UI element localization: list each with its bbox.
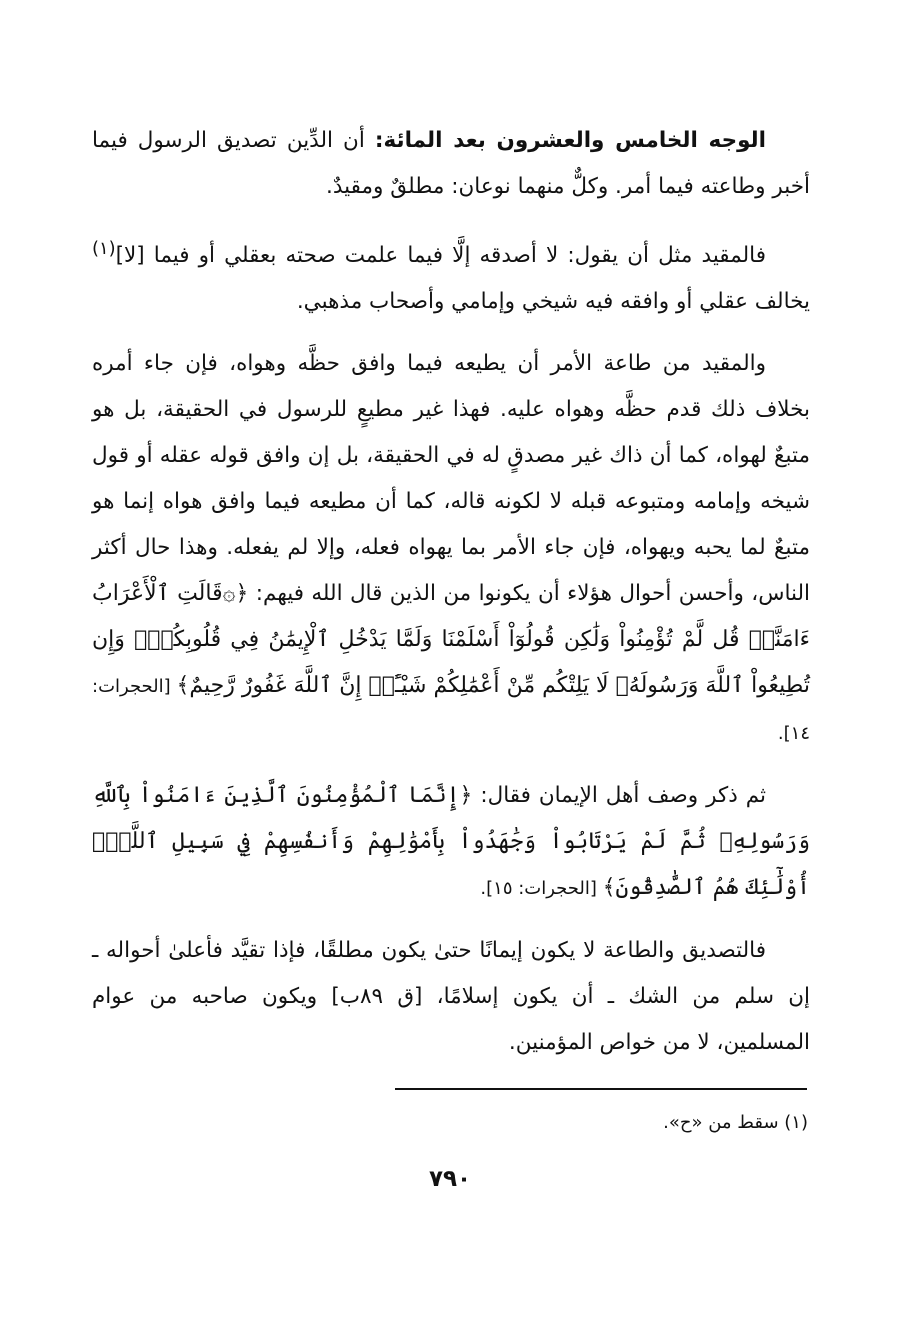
- footnote: (١) سقط من «ح».: [663, 1112, 808, 1133]
- footnote-marker[interactable]: (١): [92, 238, 116, 259]
- paragraph-5: [92, 928, 810, 1066]
- quran-verse-hujurat-15: ﴿إِنَّمَا ٱلْمُؤْمِنُونَ ٱلَّذِينَ ءَامَنُواْ بِٱللَّهِ وَرَسُولِهِۦ ثُمَّ لَمْ يَرْتَابُواْ وَجَٰهَدُواْ بِأَمْوَٰلِهِمْ وَأَنفُسِهِمْ فِي سَبِيلِ ٱللَّهِۚ أُوْلَٰٓئِكَ هُمُ ٱلصَّٰدِقُونَ﴾: [92, 783, 810, 901]
- paragraph-3: [92, 341, 810, 757]
- paragraph-4-text: ثم ذكر وصف أهل الإيمان فقال:: [472, 783, 766, 809]
- page-body: [92, 118, 810, 1082]
- verse-reference-14: [الحجرات: ١٤].: [92, 676, 810, 745]
- paragraph-3-text: والمقيد من طاعة الأمر أن يطيعه فيما وافق حظَّه وهواه، فإن جاء أمره بخلاف ذلك قدم حظَّه وهواه عليه. فهذا غير مطيعٍ للرسول في الحقيقة، بل هو متبعٌ لهواه، كما أن ذاك غير مصدقٍ له في الحقيقة، بل إن وافق قوله عقله أو قول شيخه وإمامه ومتبوعه قبله لا لكونه قاله، كما أن مطيعه فيما وافق هواه إنما هو متبعٌ لما يحبه ويهواه، فإن جاء الأمر بما يهواه فعله، وإلا لم يفعله. وهذا حال أكثر الناس، وأحسن أحوال هؤلاء أن يكونوا من الذين قال الله فيهم:: [92, 351, 811, 607]
- section-heading: الوجه الخامس والعشرون بعد المائة:: [374, 128, 766, 153]
- paragraph-5-text: فالتصديق والطاعة لا يكون إيمانًا حتىٰ يكون مطلقًا، فإذا تقيَّد فأعلىٰ أحواله ـ إن سلم من الشك ـ أن يكون إسلامًا، [ق ٨٩ب] ويكون صاحبه من عوام المسلمين، لا من خواص المؤمنين.: [92, 938, 810, 1056]
- paragraph-2-text-end: يخالف عقلي أو وافقه فيه شيخي وإمامي وأصحاب مذهبي.: [296, 289, 810, 315]
- quran-verse-hujurat-14: ﴿۞قَالَتِ ٱلْأَعْرَابُ ءَامَنَّاۖ قُل لَّمْ تُؤْمِنُواْ وَلَٰكِن قُولُوٓاْ أَسْلَمْنَا وَلَمَّا يَدْخُلِ ٱلْإِيمَٰنُ فِي قُلُوبِكُمْۖ وَإِن تُطِيعُواْ ٱللَّهَ وَرَسُولَهُۥ لَا يَلِتْكُم مِّنْ أَعْمَٰلِكُمْ شَيْـًٔاۚ إِنَّ ٱللَّهَ غَفُورٌ رَّحِيمٌ﴾: [92, 581, 810, 699]
- paragraph-1: [92, 118, 810, 210]
- paragraph-2: [92, 226, 810, 325]
- paragraph-1-text: أن الدِّين تصديق الرسول فيما أخبر وطاعته فيما أمر. وكلٌّ منهما نوعان: مطلقٌ ومقيدٌ.: [92, 128, 810, 199]
- paragraph-2-text-start: فالمقيد مثل أن يقول: لا أصدقه إلَّا فيما علمت صحته بعقلي أو فيما [لا]: [115, 243, 766, 269]
- verse-reference-15: [الحجرات: ١٥].: [480, 878, 603, 900]
- page-number: ٧٩٠: [428, 1166, 472, 1192]
- footnote-divider: [395, 1088, 807, 1090]
- paragraph-4: [92, 773, 810, 912]
